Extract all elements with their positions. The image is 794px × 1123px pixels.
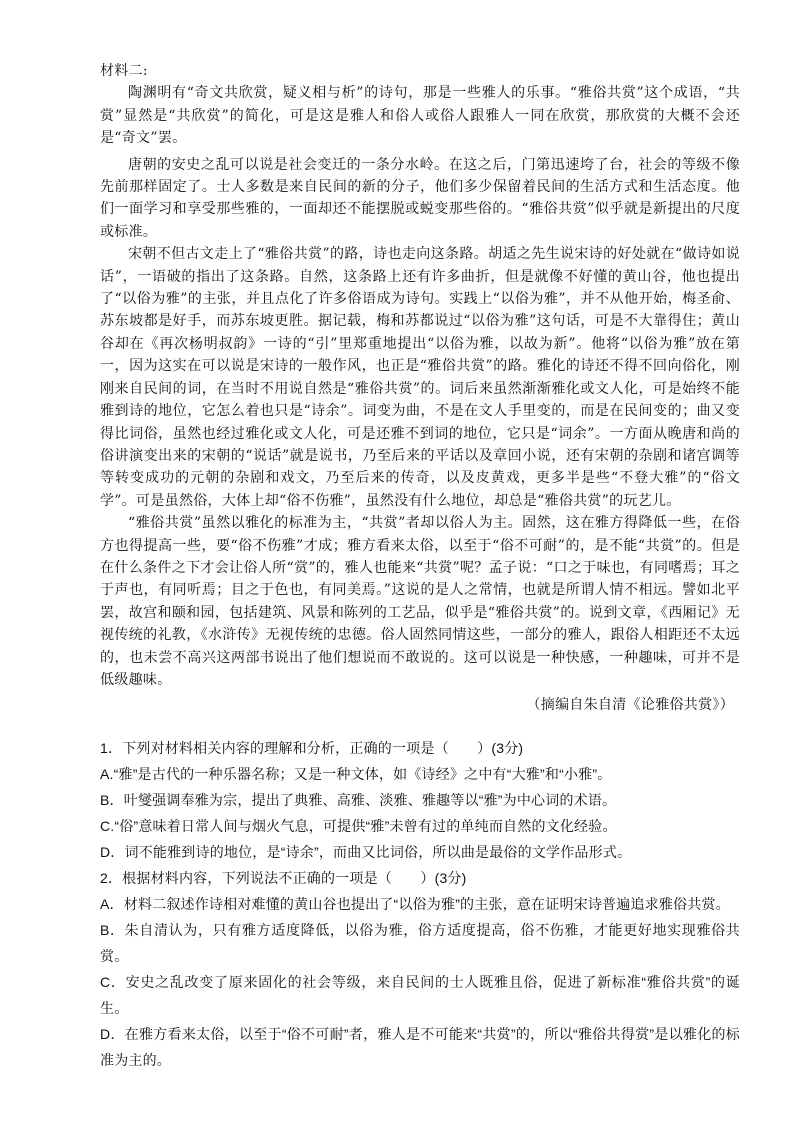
- question-1-option-c: C.“俗”意味着日常人间与烟火气息，可提供“雅”未曾有过的单纯而自然的文化经验。: [100, 818, 617, 834]
- question-2-option-a: A．材料二叙述作诗相对难懂的黄山谷也提出了“以俗为雅”的主张，意在证明宋诗普遍追求雅俗共赏。: [100, 896, 730, 912]
- material-paragraph-3: 宋朝不但古文走上了“雅俗共赏”的路，诗也走向这条路。胡适之先生说宋诗的好处就在“做诗如说话”，一语破的指出了这条路。自然，这条路上还有许多曲折，但是就像不好懂的黄山谷，他也提出了“以俗为雅”的主张，并且点化了许多俗语成为诗句。实践上“以俗为雅”，并不从他开始，梅圣俞、苏东坡都是好手，而苏东坡更胜。据记载，梅和苏都说过“以俗为雅”这句话，可是不大靠得住；黄山谷却在《再次杨明叔韵》一诗的“引”里郑重地提出“以俗为雅，以故为新”。他将“以俗为雅”放在第一，因为这实在可以说是宋诗的一般作风，也正是“雅俗共赏”的路。雅化的诗还不得不回向俗化，刚刚来自民间的词，在当时不用说自然是“雅俗共赏”的。词后来虽然渐渐雅化或文人化，可是始终不能雅到诗的地位，它怎么着也只是“诗余”。词变为曲，不是在文人手里变的，而是在民间变的；曲又变得比词俗，虽然也经过雅化或文人化，可是还雅不到词的地位，它只是“词余”。一方面从晚唐和尚的俗讲演变出来的宋朝的“说话”就是说书，乃至后来的平话以及章回小说，还有宋朝的杂剧和诸宫调等等转变成功的元朝的杂剧和戏文，乃至后来的传奇，以及皮黄戏，更多半是些“不登大雅”的“俗文学”。可是虽然俗，大体上却“俗不伤雅”，虽然没有什么地位，却总是“雅俗共赏”的玩艺儿。: [100, 246, 740, 509]
- question-1-stem: 1．下列对材料相关内容的理解和分析，正确的一项是（ ）(3分): [100, 740, 524, 756]
- question-2-stem: 2．根据材料内容，下列说法不正确的一项是（ ）(3分): [100, 870, 467, 886]
- question-1-option-d: D．词不能雅到诗的地位，是“诗余”，而曲又比词俗，所以曲是最俗的文学作品形式。: [100, 844, 632, 860]
- question-2-option-b: B．朱自清认为，只有雅方适度降低，以俗为雅，俗方适度提高，俗不伤雅，才能更好地实现雅俗共赏。: [100, 922, 740, 964]
- question-2-option-c: C．安史之乱改变了原来固化的社会等级，来自民间的士人既雅且俗，促进了新标准“雅俗共赏”的诞生。: [100, 974, 740, 1016]
- question-1-option-b: B．叶燮强调奉雅为宗，提出了典雅、高雅、淡雅、雅趣等以“雅”为中心词的术语。: [100, 792, 617, 808]
- material-source: （摘编自朱自清《论雅俗共赏》）: [526, 697, 734, 714]
- material-title: 材料二:: [100, 63, 148, 79]
- material-paragraph-1: 陶渊明有“奇文共欣赏，疑义相与析”的诗句，那是一些雅人的乐事。“雅俗共赏”这个成语，“共赏”显然是“共欣赏”的简化，可是这是雅人和俗人或俗人跟雅人一同在欣赏，那欣赏的大概不会还是“奇文”罢。: [100, 85, 740, 147]
- question-section: [100, 735, 740, 1073]
- material-paragraph-2: 唐朝的安史之乱可以说是社会变迁的一条分水岭。在这之后，门第迅速垮了台，社会的等级不像先前那样固定了。士人多数是来自民间的新的分子，他们多少保留着民间的生活方式和生活态度。他们一面学习和享受那些雅的，一面却还不能摆脱或蜕变那些俗的。“雅俗共赏”似乎就是新提出的尺度或标准。: [100, 156, 740, 240]
- question-1: [100, 735, 740, 865]
- question-2: [100, 865, 740, 1073]
- question-1-option-a: A.“雅”是古代的一种乐器名称；又是一种文体，如《诗经》之中有“大雅”和“小雅”。: [100, 766, 612, 782]
- reading-material: [100, 60, 740, 717]
- question-2-option-d: D．在雅方看来太俗，以至于“俗不可耐”者，雅人是不可能来“共赏”的，所以“雅俗共得赏”是以雅化的标准为主的。: [100, 1026, 740, 1068]
- material-paragraph-4: “雅俗共赏”虽然以雅化的标准为主，“共赏”者却以俗人为主。固然，这在雅方得降低一些，在俗方也得提高一些，要“俗不伤雅”才成；雅方看来太俗，以至于“俗不可耐”的，是不能“共赏”的。但是在什么条件之下才会让俗人所“赏”的，雅人也能来“共赏”呢？孟子说：“口之于味也，有同嗜焉；耳之于声也，有同听焉；目之于色也，有同美焉。”这说的是人之常情，也就是所谓人情不相远。譬如北平罢，故宫和颐和园，包括建筑、风景和陈列的工艺品，似乎是“雅俗共赏”的。说到文章，《西厢记》无视传统的礼教，《水浒传》无视传统的忠德。俗人固然同情这些，一部分的雅人，跟俗人相距还不太远的，也未尝不高兴这两部书说出了他们想说而不敢说的。这可以说是一种快感，一种趣味，可并不是低级趣味。: [100, 515, 740, 688]
